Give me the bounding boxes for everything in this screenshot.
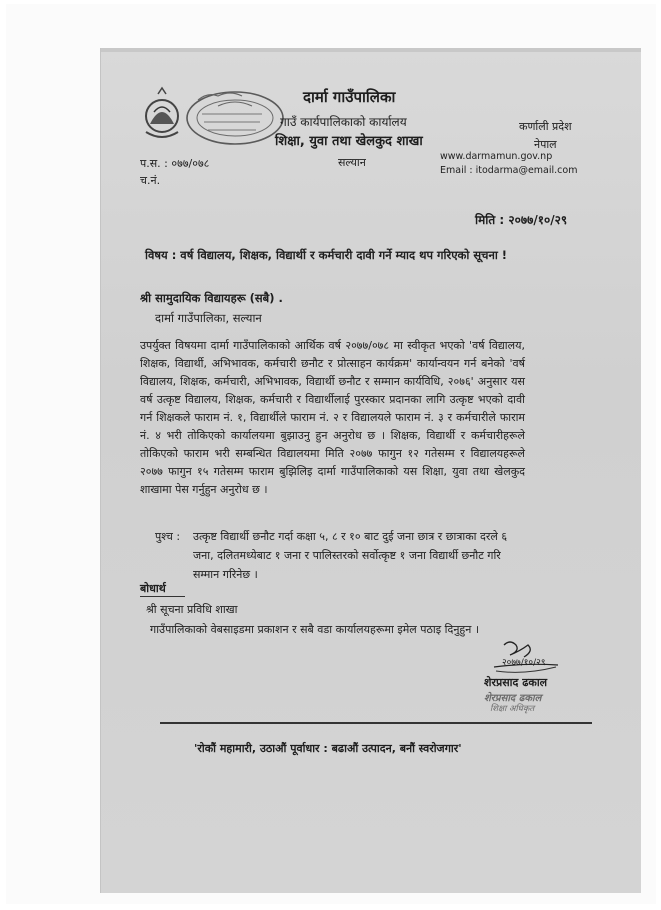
addressee-line-2: दार्मा गाउँपालिका, सल्यान bbox=[155, 311, 262, 325]
letter-date: मिति : २०७७/१०/२९ bbox=[475, 213, 568, 227]
letter-body: उपर्युक्त विषयमा दार्मा गाउँपालिकाको आर्थिक वर्ष २०७७/०७८ मा स्वीकृत भएको 'वर्ष विद्यालय, शिक्षक, विद्यार्थी, अभिभावक, कर्मचारी छनौट र प्रोत्साहन कार्यक्रम' कार्यान्वयन गर्न बनेको 'वर्ष विद्यालय, शिक्षक, कर्मचारी, अभिभावक, विद्यार्थी छनौट र सम्मान कार्यविधि, २०७६' अनुसार यस वर्ष उत्कृष्ट विद्यालय, शिक्षक, कर्मचारी र विद्यार्थीलाई पुरस्कार प्रदानका लागि उत्कृष्ट भएको दावी गर्न शिक्षकले फाराम नं. १, विद्यार्थीले फाराम नं. २ र विद्यालयले फाराम नं. ३ र कर्मचारीले फाराम नं. ४ भरी तोकिएको कार्यालयमा बुझाउनु हुन अनुरोध छ । शिक्षक, विद्यार्थी र कर्मचारीहरूले तोकिएको फाराम भरी सम्बन्धित विद्यालयमा मिति २०७७ फागुन १२ गतेसम्म र विद्यालयहरूले २०७७ फागुन १५ गतेसम्म फाराम बुझिलिइ दार्मा गाउँपालिकाको यस शिक्षा, युवा तथा खेलकुद शाखामा पेस गर्नुहुन अनुरोध छ । bbox=[140, 339, 525, 496]
footer-divider bbox=[160, 722, 592, 724]
footer-slogan: 'रोकौं महामारी, उठाऔं पूर्वाधार : बढाऔं उत्पादन, बनौं स्वरोजगार' bbox=[194, 742, 462, 755]
cc-instruction: गाउँपालिकाको वेबसाइडमा प्रकाशन र सबै वडा कार्यालयहरूमा इमेल पठाइ दिनुहुन । bbox=[150, 623, 480, 636]
contact-block bbox=[440, 150, 577, 178]
addressee-line-1: श्री सामुदायिक विद्यायहरू (सबै) . bbox=[140, 291, 283, 305]
handwritten-signature bbox=[490, 637, 560, 677]
branch-name: शिक्षा, युवा तथा खेलकुद शाखा bbox=[275, 134, 423, 149]
website-link[interactable]: www.darmamun.gov.np bbox=[440, 151, 553, 162]
letter-subject: विषय : वर्ष विद्यालय, शिक्षक, विद्यार्थी र कर्मचारी दावी गर्ने म्याद थप गरिएको सूचना ! bbox=[145, 248, 508, 262]
postscript-label: पुश्च : bbox=[155, 530, 181, 543]
nepal-emblem-icon bbox=[146, 88, 178, 137]
province-name: कर्णाली प्रदेश bbox=[519, 120, 572, 133]
municipality-logo bbox=[140, 86, 290, 156]
cc-heading-underline bbox=[140, 596, 185, 597]
province-block bbox=[519, 118, 572, 154]
municipality-seal-icon bbox=[187, 92, 283, 144]
office-name: गाउँ कार्यपालिकाको कार्यालय bbox=[280, 115, 407, 129]
postscript-text: उत्कृष्ट विद्यार्थी छनौट गर्दा कक्षा ५, ८ र १० बाट दुई जना छात्र र छात्राका दरले ६ जना, दलितमध्येबाट १ जना र पालिस्तरको सर्वोत्कृष्ट १ जना विद्यार्थी छनौट गरि सम्मान गरिनेछ । bbox=[193, 530, 508, 581]
district-name: सल्यान bbox=[338, 156, 366, 169]
stamp-title: शिक्षा अधिकृत bbox=[490, 704, 535, 714]
signature-date: २०७७/१०/२९ bbox=[502, 658, 546, 668]
country-name: नेपाल bbox=[533, 138, 557, 151]
stamp-name: शेरप्रसाद ढकाल bbox=[484, 693, 542, 704]
municipality-name: दार्मा गाउँपालिका bbox=[303, 88, 396, 106]
reference-number: प.स. : ०७७/०७८ bbox=[140, 157, 210, 170]
cc-recipient: श्री सूचना प्रविधि शाखा bbox=[146, 603, 238, 616]
cc-heading: बोधार्थ bbox=[140, 582, 166, 595]
signatory-name: शेरप्रसाद ढकाल bbox=[484, 676, 548, 689]
postscript bbox=[155, 527, 527, 584]
dispatch-number: च.नं. bbox=[140, 174, 161, 187]
email-link[interactable]: Email : itodarma@email.com bbox=[440, 165, 578, 176]
